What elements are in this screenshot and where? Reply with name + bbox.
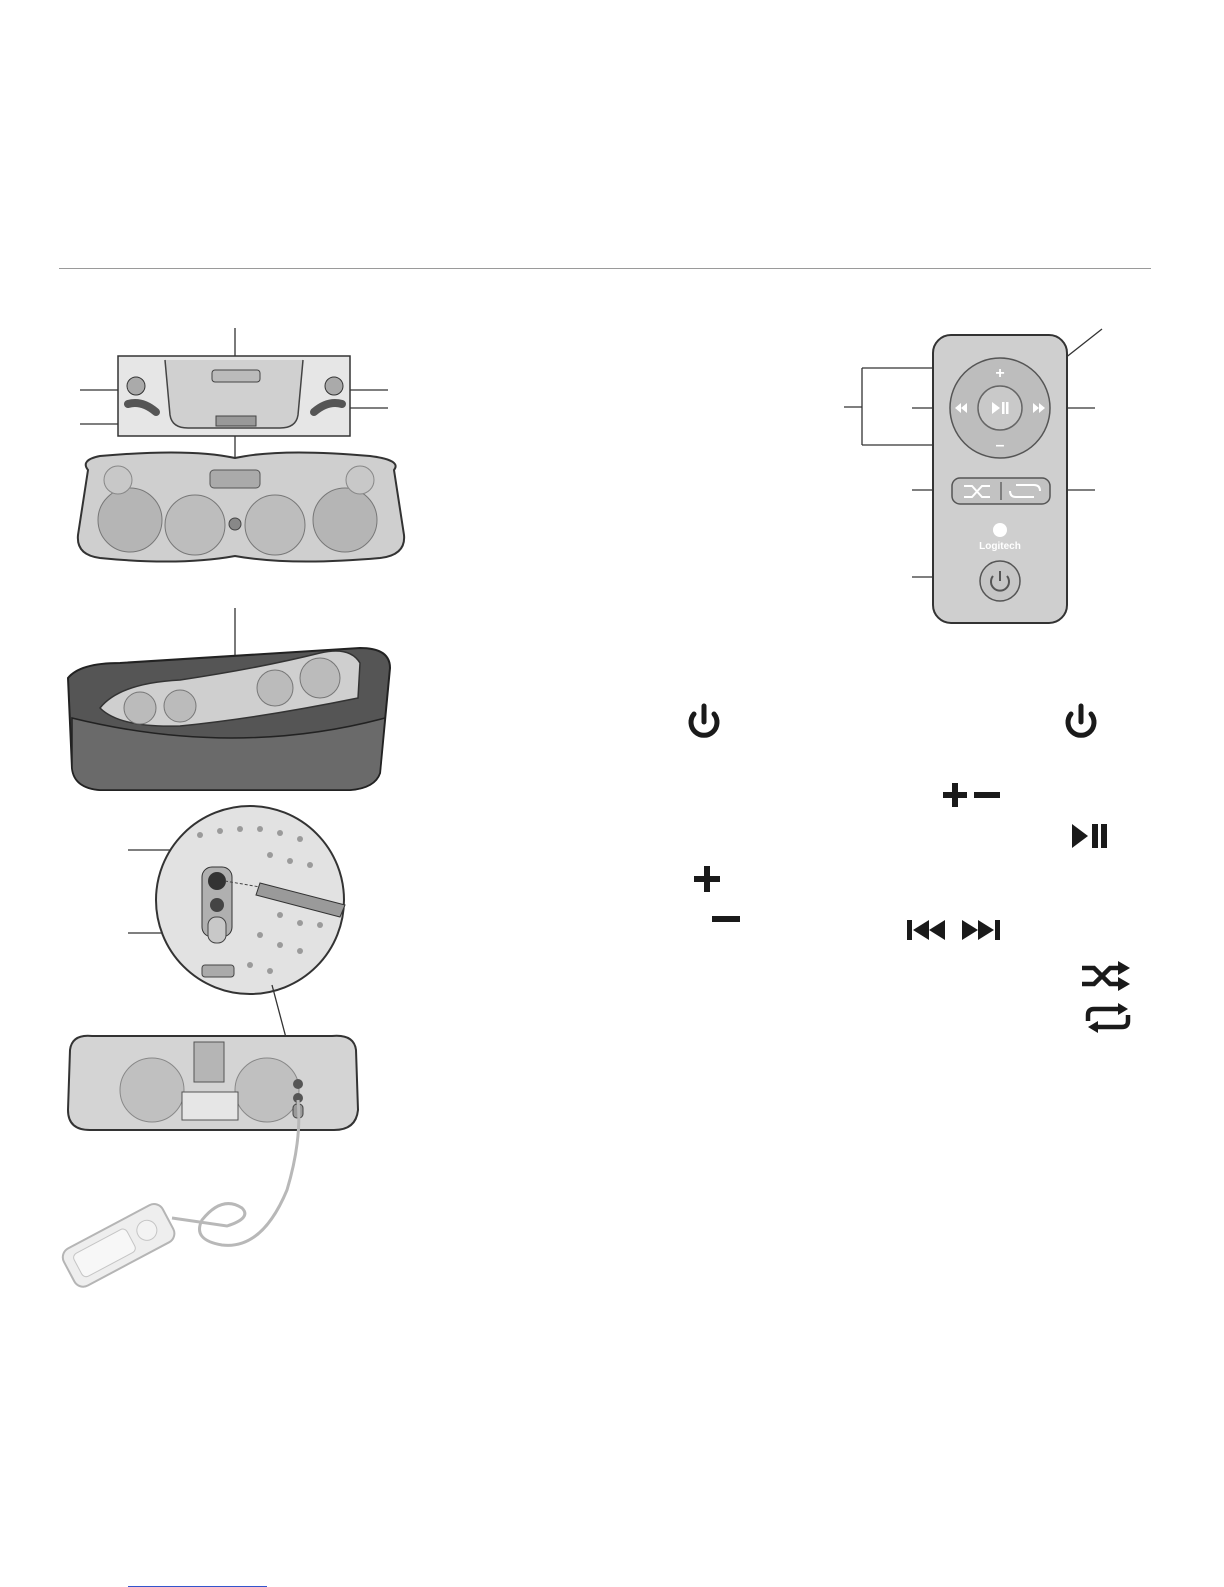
plus-icon [692, 864, 722, 894]
power-icon [1062, 702, 1100, 742]
speaker-case-illustration [60, 608, 400, 798]
speaker-top-illustration [70, 320, 410, 570]
repeat-icon [1082, 1003, 1134, 1033]
remote-logo-text: Logitech [979, 541, 1021, 552]
previous-track-icon [905, 918, 947, 942]
volume-plus-minus-icon [940, 780, 1002, 810]
shuffle-icon [1080, 960, 1132, 992]
minus-icon [711, 912, 741, 926]
remote-volume-down-glyph: – [995, 437, 1005, 454]
remote-volume-up-glyph: + [995, 365, 1005, 382]
power-icon [685, 702, 723, 742]
next-track-icon [960, 918, 1002, 942]
aux-input-closeup [120, 805, 360, 995]
play-pause-icon [1070, 822, 1110, 850]
media-player-cable-illustration [52, 1100, 322, 1300]
remote-control-illustration [840, 325, 1110, 635]
header-rule [59, 268, 1151, 269]
